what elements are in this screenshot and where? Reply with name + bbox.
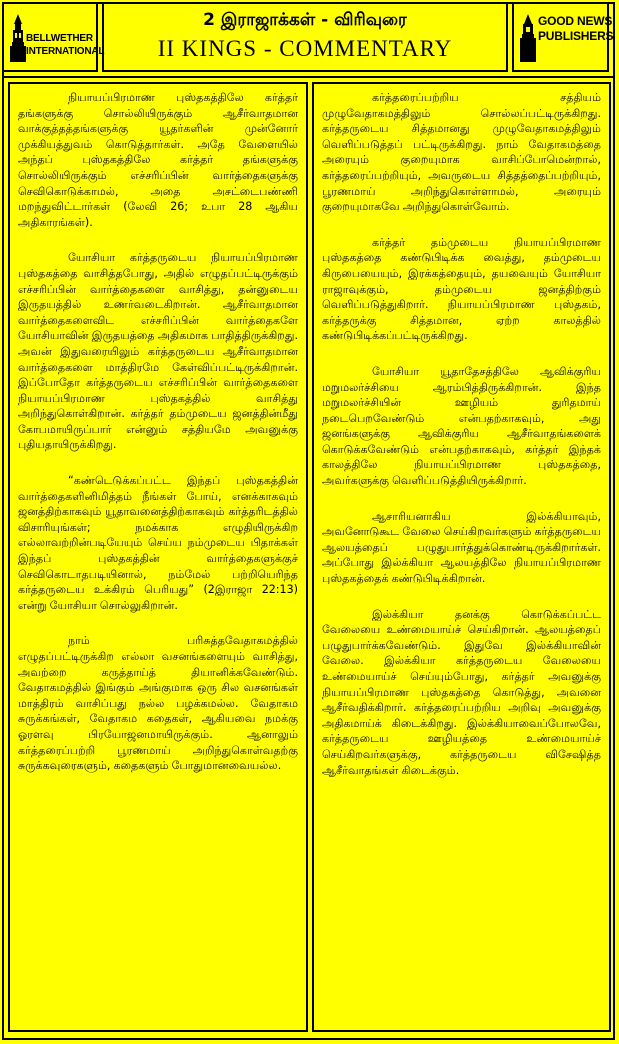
page-title-tamil: 2 இராஜாக்கள் - விரிவுரை — [203, 10, 407, 30]
left-column — [8, 82, 308, 1032]
paragraph: நாம் பரிசுத்தவேதாகமத்தில் எழுதப்பட்டிருக்கிற எல்லா வசனங்களையும் வாசித்து, அவற்றை கருத்தாய்த் தியானிக்கவேண்டும். வேதாகமத்தில் இங்கும் அங்குமாக ஒரு சில வசனங்கள் மாத்திரம் வாசிப்பது நல்ல பழக்கமல்ல. வேதாகம சுருக்கங்கள், வேதாகம கதைகள், ஆகியவை நமக்கு ஓரளவு பிரயோஜனமாயிருக்கும். ஆனாலும் கர்த்தரைப்பற்றி பூரணமாய் அறிந்துகொள்வதற்கு சுருக்கவுரைகளும், கதைகளும் போதுமானவையல்ல. — [18, 634, 298, 773]
logo-right-line1: GOOD NEWS — [538, 14, 613, 28]
paragraph: நியாயப்பிரமாண புஸ்தகத்திலே கர்த்தர் தங்களுக்கு சொல்லியிருக்கும் ஆசீர்வாதமான வாக்குத்தத்தங்களுக்கு யூதர்களின் முன்னோர் முக்கியத்துவம் கொடுத்தார்கள். அதே வேளையில் அந்தப் புஸ்தகத்திலே கர்த்தர் தங்களுக்கு சொல்லியிருக்கும் எச்சரிப்பின் வார்த்தைகளுக்கு செவிகொடுக்காமல், அதை அசட்டைபண்ணி மறந்துவிட்டார்கள் (லேவி 26; உபா 28 ஆகிய அதிகாரங்கள்). — [18, 91, 298, 229]
good-news-publishers-logo — [512, 2, 614, 72]
paragraph: ஆசாரியனாகிய இல்க்கியாவும், அவனோடுகூட வேலை செய்கிறவர்களும் கர்த்தருடைய ஆலயத்தைப் பழுதுபார்த்துக்கொண்டிருக்கிறார்கள். அப்போது இல்க்கியா ஆலயத்திலே நியாயப்பிரமாண புஸ்தகத்தைக் கண்டுபிடிக்கிறான். — [322, 509, 601, 586]
logo-right-line2: PUBLISHERS — [538, 29, 614, 43]
title-box — [102, 2, 508, 72]
page-header — [0, 0, 619, 76]
right-column — [312, 82, 611, 1032]
page-title-english: II KINGS - COMMENTARY — [157, 36, 453, 61]
header-divider — [2, 76, 613, 78]
paragraph: இல்க்கியா தனக்கு கொடுக்கப்பட்ட வேலையை உண்மையாய்ச் செய்கிறான். ஆலயத்தைப் பழுதுபார்க்கவேண்டும். இதுவே இல்க்கியாவின் வேலை. இல்க்கியா கர்த்தருடைய வேலையை உண்மையாய்ச் செய்யும்போது, கர்த்தர் அவனுக்கு நியாயப்பிரமாண புஸ்தகத்தை கொடுத்து, அவனை ஆசீர்வதிக்கிறார். கர்த்தரைப்பற்றிய அறிவு அவனுக்கு அதிகமாய்க் கிடைக்கிறது. இல்க்கியாவைப்போலவே, கர்த்தருடைய ஊழியத்தை உண்மையாய்ச் செய்கிறவர்களுக்கு, கர்த்தருடைய விசேஷித்த ஆசீர்வாதங்கள் கிடைக்கும். — [322, 607, 601, 777]
logo-left-line1: BELLWETHER — [26, 33, 93, 44]
paragraph: யோசியா யூதாதேசத்திலே ஆவிக்குரிய மறுமலர்ச்சியை ஆரம்பித்திருக்கிறான். இந்த மறுமலர்ச்சியின் ஊழியம் துரிதமாய் நடைபெறவேண்டும் என்பதற்காகவும், அது ஜனங்களுக்கு ஆவிக்குரிய ஆசீர்வாதங்களைக் கொடுக்கவேண்டும் என்பதற்காகவும், கர்த்தர் இந்தக் காலத்திலே நியாயப்பிரமாண புஸ்தகத்தை, அவர்களுக்கு வெளிப்படுத்தியிருக்கிறார். — [322, 364, 601, 488]
bellwether-logo — [2, 2, 105, 72]
logo-left-line2: INTERNATIONAL — [26, 46, 105, 57]
paragraph: “கண்டெடுக்கப்பட்ட இந்தப் புஸ்தகத்தின் வார்த்தைகளினிமித்தம் நீங்கள் போய், எனக்காகவும் ஜனத்திற்காகவும் யூதாவனைத்திற்காகவும் கர்த்தரிடத்தில் விசாரியுங்கள்; நமக்காக எழுதியிருக்கிற எல்லாவற்றின்படியேயும் செய்ய நம்முடைய பிதாக்கள் இந்தப் புஸ்தகத்தின் வார்த்தைகளுக்குச் செவிகொடாதபடியினால், நம்மேல் பற்றியெரிந்த கர்த்தருடைய உக்கிரம் பெரியது” (2இராஜா 22:13) என்று யோசியா சொல்லுகிறான். — [18, 474, 298, 612]
paragraph: யோசியா கர்த்தருடைய நியாயப்பிரமாண புஸ்தகத்தை வாசித்தபோது, அதில் எழுதப்பட்டிருக்கும் எச்சரிப்பின் வார்த்தைகளை வாசித்து, தன்னுடைய இருதயத்தில் உணர்வடைகிறான். ஆசீர்வாதமான வார்த்தைகளைவிட எச்சரிப்பின் வார்த்தைகளே யோசியாவின் இருதயத்தை அதிகமாக பாதித்திருக்கிறது. அவன் இதுவரையிலும் கர்த்தருடைய ஆசீர்வாதமான வார்த்தைகளை மாத்திரமே கேள்விப்பட்டிருக்கிறான். இப்போதோ கர்த்தருடைய எச்சரிப்பின் வார்த்தைகளை நியாயப்பிரமாண புஸ்தகத்தில் வாசித்து அறிந்துகொள்கிறான். கர்த்தர் தம்முடைய ஜனத்தின்மீது கோபமாயிருப்பார் என்னும் சத்தியமே அவனுக்கு புதியதாயிருக்கிறது. — [18, 251, 298, 452]
tower-icon — [520, 14, 536, 62]
paragraph: கர்த்தர் தம்முடைய நியாயப்பிரமாண புஸ்தகத்தை கண்டுபிடிக்க வைத்து, தம்முடைய கிருபையையும், இரக்கத்தையும், தயவையும் யோசியா ராஜாவுக்கும், தம்முடைய ஜனத்திற்கும் வெளிப்படுத்துகிறார். நியாயப்பிரமாண புஸ்தகம், கர்த்தருக்கு சித்தமான, ஏற்ற காலத்தில் கண்டுபிடிக்கப்பட்டிருக்கிறது. — [322, 235, 601, 343]
bell-tower-icon — [9, 14, 27, 62]
paragraph: கர்த்தரைப்பற்றிய சத்தியம் முழுவேதாகமத்திலும் சொல்லப்பட்டிருக்கிறது. கர்த்தருடைய சித்தமானது முழுவேதாகமத்திலும் வெளிப்படுத்தப் பட்டிருக்கிறது. நாம் வேதாகமத்தை அரையும் குறையுமாக வாசிப்போமென்றால், கர்த்தரைப்பற்றியும், அவருடைய சித்தத்தைப்பற்றியும், பூரணமாய் அறிந்துகொள்ளாமல், அரையும் குறையுமாகவே அறிந்துகொள்வோம். — [322, 91, 601, 214]
